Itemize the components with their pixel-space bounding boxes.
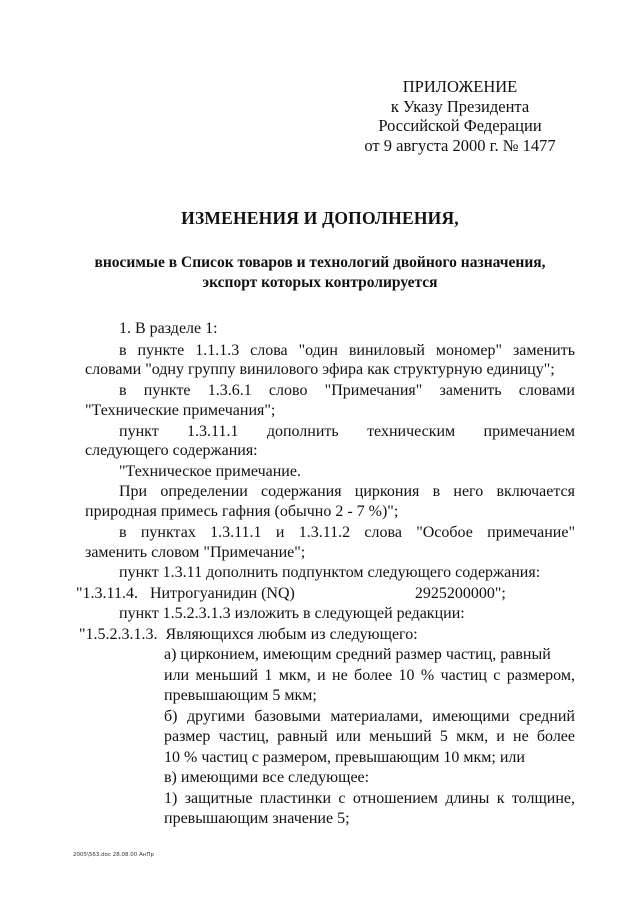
annex-title: ПРИЛОЖЕНИЕ: [402, 77, 518, 96]
annex-line-federation: Российской Федерации: [378, 116, 542, 135]
body-line: пункт 1.3.11 дополнить подпунктом следующего содержания:: [119, 564, 541, 581]
document-footer-filename: 2005\563.doc 28.08.00 АнПр: [73, 852, 154, 858]
body-line: а) цирконием, имеющим средний размер частиц, равный: [164, 646, 551, 663]
body-line: словами "одну группу винилового эфира как структурную единицу";: [85, 361, 555, 378]
document-subtitle: [0, 253, 640, 293]
body-line: "1.5.2.3.1.3. Являющихся любым из следующего:: [79, 626, 418, 643]
body-line: 1. В разделе 1:: [119, 320, 218, 337]
body-line: в) имеющими все следующее:: [164, 769, 370, 786]
document-title: ИЗМЕНЕНИЯ И ДОПОЛНЕНИЯ,: [181, 208, 459, 228]
body-line: следующего содержания:: [85, 442, 258, 459]
body-line: пункт 1.3.11.1 дополнить техническим примечанием: [119, 423, 575, 440]
body-line: При определении содержания циркония в него включается: [119, 483, 575, 500]
body-line: природная примесь гафния (обычно 2 - 7 %)";: [85, 503, 399, 520]
body-line: превышающим значение 5;: [164, 810, 350, 827]
subtitle-line: вносимые в Список товаров и технологий двойного назначения,: [94, 254, 546, 271]
body-line: или меньший 1 мкм, и не более 10 % частиц с размером,: [164, 667, 575, 684]
annex-line-date: от 9 августа 2000 г. № 1477: [364, 135, 556, 155]
body-line: в пункте 1.1.1.3 слова "один виниловый мономер" заменить: [119, 342, 575, 359]
annex-line-decree: к Указу Президента: [390, 96, 530, 116]
body-line: "1.3.11.4. Нитрогуанидин (NQ) 2925200000";: [76, 585, 506, 602]
body-line: в пунктах 1.3.11.1 и 1.3.11.2 слова "Особое примечание": [119, 524, 575, 541]
body-line: б) другими базовыми материалами, имеющими средний: [164, 708, 575, 725]
body-line: "Технические примечания";: [85, 402, 276, 419]
body-line: 10 % частиц с размером, превышающим 10 мкм; или: [164, 749, 525, 766]
annex-header: [330, 77, 590, 155]
body-line: "Техническое примечание.: [119, 463, 301, 480]
subtitle-line: экспорт которых контролируется: [202, 274, 438, 291]
body-line: 1) защитные пластинки с отношением длины к толщине,: [164, 790, 575, 807]
body-line: в пункте 1.3.6.1 слово "Примечания" заменить словами: [119, 382, 575, 399]
body-line: превышающим 5 мкм;: [164, 687, 317, 704]
body-line: заменить словом "Примечание";: [85, 544, 306, 561]
body-line: пункт 1.5.2.3.1.3 изложить в следующей редакции:: [119, 605, 465, 622]
body-line: размер частиц, равный или меньший 5 мкм, и не более: [164, 728, 575, 745]
